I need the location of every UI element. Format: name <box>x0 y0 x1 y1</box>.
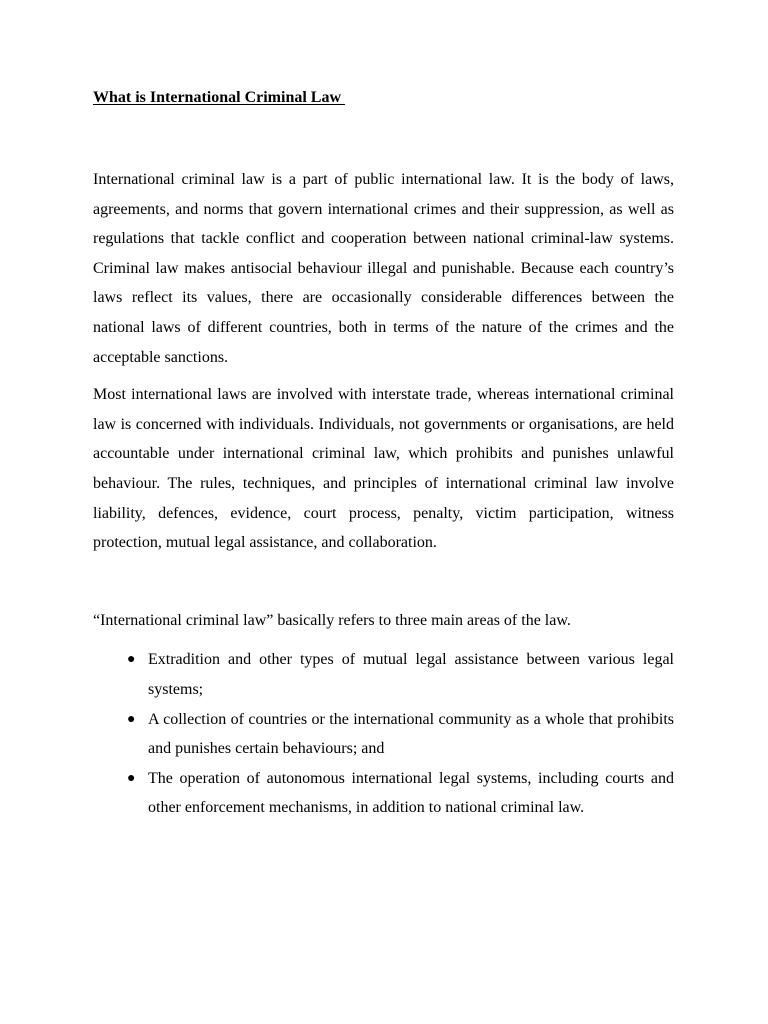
list-item-text: Extradition and other types of mutual legal assistance between various legal systems; <box>148 651 674 698</box>
bullet-icon: ● <box>127 652 136 668</box>
list-item-text: The operation of autonomous international legal systems, including courts and other enforcement mechanisms, in addition to national criminal law. <box>148 769 674 817</box>
list-item <box>93 645 674 704</box>
list-item <box>93 705 674 764</box>
paragraph-2: Most international laws are involved with interstate trade, whereas international criminal law is concerned with individuals. Individuals, not governments or organisations, are held accountable under international criminal law, which prohibits and punishes unlawful behaviour. The rules, techniques, and principles of international criminal law involve liability, defences, evidence, court process, penalty, victim participation, witness protection, mutual legal assistance, and collaboration. <box>93 386 674 552</box>
list-item <box>93 764 674 823</box>
document-heading: What is International Criminal Law <box>93 89 346 106</box>
document-body <box>93 88 674 823</box>
bullet-list <box>93 645 674 823</box>
bullet-icon: ● <box>127 770 136 786</box>
paragraph-1: International criminal law is a part of public international law. It is the body of laws, agreements, and norms that govern international crimes and their suppression, as well as regulations that tackle conflict and cooperation between national criminal-law systems. Criminal law makes antisocial behaviour illegal and punishable. Because each country’s laws reflect its values, there are occasionally considerable differences between the national laws of different countries, both in terms of the nature of the crimes and the acceptable sanctions. <box>93 171 674 366</box>
bullet-icon: ● <box>127 711 136 727</box>
paragraph-3: “International criminal law” basically refers to three main areas of the law. <box>93 611 571 629</box>
list-item-text: A collection of countries or the international community as a whole that prohibits and punishes certain behaviours; and <box>148 710 674 758</box>
